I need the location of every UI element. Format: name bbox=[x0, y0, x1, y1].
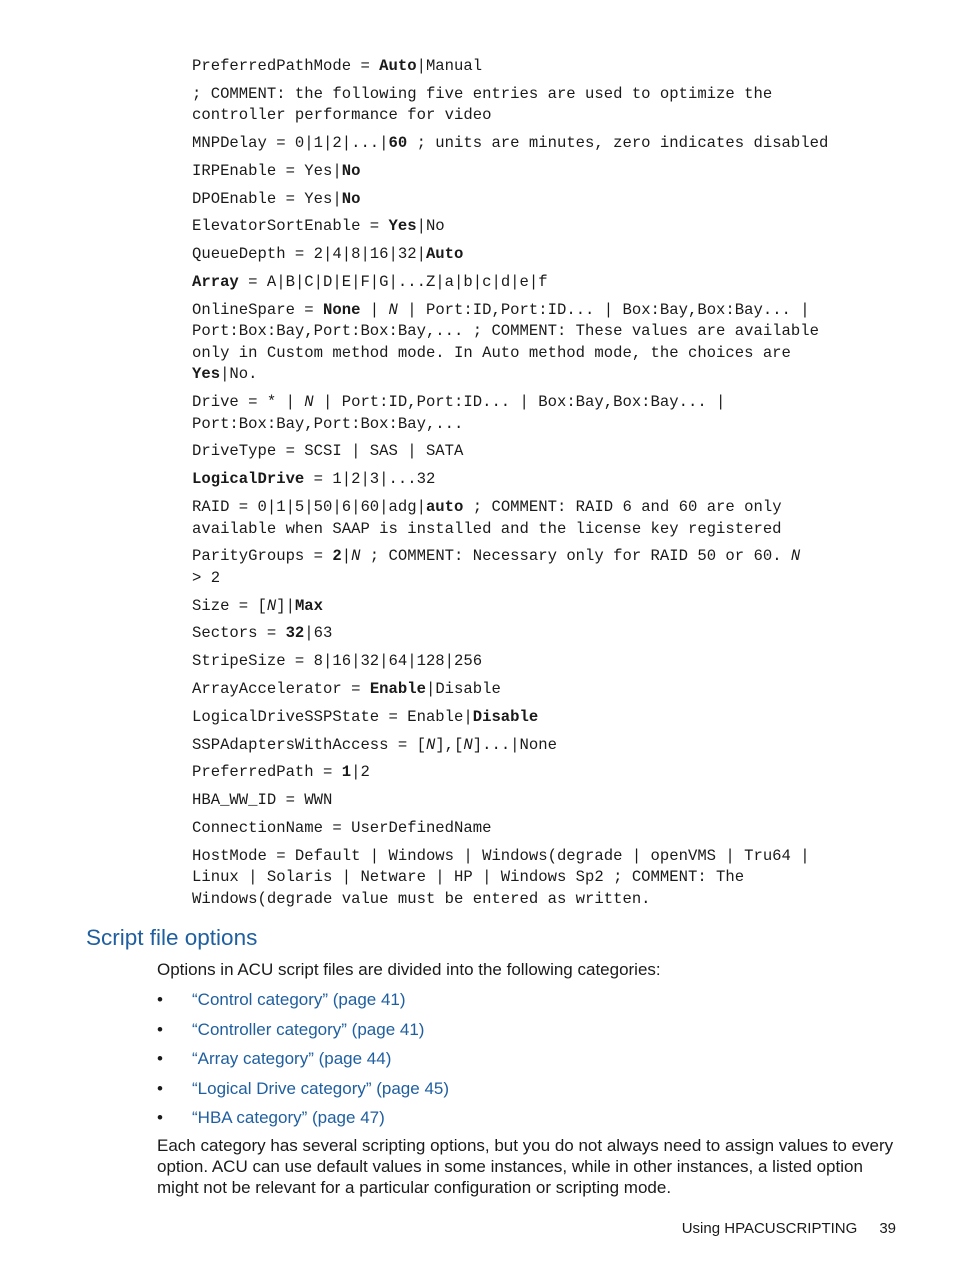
code-segment: | Port:ID,Port:ID... | Box:Bay,Box:Bay... | Port:Box:Bay,Port:Box:Bay,... bbox=[192, 393, 726, 433]
code-segment: N bbox=[388, 300, 398, 319]
code-segment: |Manual bbox=[416, 57, 483, 75]
code-segment: Yes bbox=[388, 217, 417, 236]
list-item bbox=[157, 1103, 449, 1133]
code-segment: ]...|None bbox=[472, 735, 557, 754]
code-line bbox=[192, 497, 907, 540]
intro-paragraph: Options in ACU script files are divided into the following categories: bbox=[157, 960, 661, 979]
link-logical-drive-category[interactable]: “Logical Drive category” (page 45) bbox=[192, 1078, 450, 1098]
code-line bbox=[192, 272, 907, 294]
link-control-category[interactable]: “Control category” (page 41) bbox=[192, 990, 406, 1009]
code-segment: N bbox=[351, 547, 361, 566]
code-line bbox=[192, 392, 907, 435]
link-hba-category[interactable]: “HBA category” (page 47) bbox=[192, 1108, 385, 1128]
list-item bbox=[157, 1015, 449, 1045]
code-line bbox=[192, 707, 907, 729]
code-segment: ]| bbox=[276, 596, 295, 615]
code-segment: StripeSize = 8|16|32|64|128|256 bbox=[192, 652, 483, 671]
code-line bbox=[192, 596, 907, 618]
bullet-icon: • bbox=[157, 990, 163, 1009]
code-segment: PreferredPath = bbox=[192, 763, 342, 782]
code-segment: ParityGroups = bbox=[192, 547, 333, 566]
code-segment: LogicalDriveSSPState = Enable| bbox=[192, 707, 473, 726]
code-line bbox=[192, 441, 907, 463]
page-number: 39 bbox=[879, 1220, 896, 1237]
code-line bbox=[192, 300, 907, 386]
code-segment: N bbox=[463, 735, 473, 754]
code-segment: |No bbox=[416, 217, 445, 236]
code-segment: ArrayAccelerator = bbox=[192, 680, 370, 699]
code-segment: No bbox=[341, 189, 361, 208]
code-listing bbox=[192, 56, 907, 917]
code-segment: Array bbox=[192, 273, 239, 292]
link-controller-category[interactable]: “Controller category” (page 41) bbox=[192, 1019, 425, 1039]
code-segment: PreferredPathMode = bbox=[192, 57, 380, 75]
code-segment: Yes bbox=[192, 365, 221, 384]
bullet-icon: • bbox=[157, 1049, 163, 1069]
code-segment: | Port:ID,Port:ID... | Box:Bay,Box:Bay... | Port:Box:Bay,Port:Box:Bay,... ; COMMENT: These values are available only in Custom method mode. In Auto method mode, the choices are bbox=[192, 300, 819, 362]
code-segment: No bbox=[341, 161, 361, 180]
category-link-list bbox=[157, 985, 449, 1133]
code-line bbox=[192, 189, 907, 211]
code-line bbox=[192, 546, 907, 589]
code-segment: |No. bbox=[220, 365, 258, 384]
code-line bbox=[192, 735, 907, 757]
page-footer bbox=[682, 1220, 896, 1237]
code-segment: Size = [ bbox=[192, 596, 267, 615]
code-segment: MNPDelay = 0|1|2|...| bbox=[192, 134, 389, 153]
code-line bbox=[192, 790, 907, 812]
code-line bbox=[192, 244, 907, 266]
code-line bbox=[192, 161, 907, 183]
code-segment: Drive = * | bbox=[192, 393, 305, 412]
code-segment: HBA_WW_ID = WWN bbox=[192, 791, 333, 810]
code-segment: 1 bbox=[341, 763, 352, 782]
code-segment: = A|B|C|D|E|F|G|...Z|a|b|c|d|e|f bbox=[238, 273, 548, 292]
code-line bbox=[192, 56, 907, 78]
bullet-icon: • bbox=[157, 1078, 163, 1098]
bullet-icon: • bbox=[157, 1019, 163, 1039]
code-segment: None bbox=[323, 300, 361, 319]
code-segment: N bbox=[790, 547, 801, 566]
code-segment: 60 bbox=[388, 134, 408, 153]
code-line bbox=[192, 133, 907, 155]
code-line bbox=[192, 623, 907, 645]
code-segment: > 2 bbox=[192, 568, 221, 587]
code-segment: RAID = 0|1|5|50|6|60|adg| bbox=[192, 498, 426, 517]
code-segment: ; COMMENT: RAID 6 and 60 are only available when SAAP is installed and the license key registered bbox=[192, 498, 782, 538]
code-segment: |63 bbox=[304, 624, 333, 643]
code-line bbox=[192, 679, 907, 701]
code-line bbox=[192, 818, 907, 840]
code-segment: Max bbox=[294, 596, 324, 615]
code-segment: ConnectionName = UserDefinedName bbox=[192, 819, 492, 838]
list-item bbox=[157, 1044, 449, 1074]
code-line bbox=[192, 651, 907, 673]
code-segment: |Disable bbox=[425, 680, 501, 699]
code-segment: 32 bbox=[285, 624, 305, 643]
code-segment: |2 bbox=[351, 763, 370, 782]
code-segment: ElevatorSortEnable = bbox=[192, 217, 389, 236]
code-segment: LogicalDrive bbox=[192, 470, 305, 489]
code-segment: ],[ bbox=[435, 735, 464, 754]
code-segment: OnlineSpare = bbox=[192, 300, 324, 319]
code-segment: N bbox=[266, 596, 277, 615]
code-segment: HostMode = Default | Windows | Windows(degrade | openVMS | Tru64 | Linux | Solaris | Netware | HP | Windows Sp2 ; COMMENT: The Windows(degrade value must be entered as written. bbox=[192, 846, 810, 908]
list-item bbox=[157, 985, 449, 1015]
code-segment: auto bbox=[425, 498, 464, 517]
code-segment: SSPAdaptersWithAccess = [ bbox=[192, 735, 426, 754]
code-segment: Enable bbox=[369, 680, 426, 699]
code-segment: Disable bbox=[472, 707, 539, 726]
code-segment: N bbox=[425, 735, 436, 754]
code-segment: ; COMMENT: the following five entries are used to optimize the controller performance for video bbox=[192, 84, 773, 125]
bullet-icon: • bbox=[157, 1108, 163, 1128]
code-segment: QueueDepth = 2|4|8|16|32| bbox=[192, 245, 426, 264]
code-segment: 2 bbox=[332, 547, 342, 566]
code-segment: ; COMMENT: Necessary only for RAID 50 or 60. bbox=[360, 547, 791, 566]
code-segment: | bbox=[341, 547, 352, 566]
code-segment: ; units are minutes, zero indicates disabled bbox=[407, 134, 829, 153]
code-line bbox=[192, 762, 907, 784]
code-line bbox=[192, 846, 907, 911]
code-segment: DPOEnable = Yes| bbox=[192, 189, 342, 208]
list-item bbox=[157, 1074, 449, 1104]
code-segment: = 1|2|3|...32 bbox=[304, 470, 436, 489]
code-line bbox=[192, 84, 907, 127]
code-segment: Auto bbox=[379, 57, 417, 75]
code-segment: IRPEnable = Yes| bbox=[192, 161, 342, 180]
code-line bbox=[192, 216, 907, 238]
code-line bbox=[192, 469, 907, 491]
code-segment: DriveType = SCSI | SAS | SATA bbox=[192, 442, 464, 461]
code-segment: Auto bbox=[425, 245, 464, 264]
section-heading: Script file options bbox=[86, 925, 258, 950]
code-segment: N bbox=[304, 393, 314, 412]
code-segment: Sectors = bbox=[192, 624, 286, 643]
code-segment: | bbox=[360, 300, 389, 319]
footer-label: Using HPACUSCRIPTING bbox=[681, 1220, 858, 1237]
outro-paragraph: Each category has several scripting options, but you do not always need to assign values to every option. ACU can use default values in some instances, while in other instances, a listed option might not be relevant for a particular configuration or scripting mode. bbox=[157, 1136, 894, 1198]
link-array-category[interactable]: “Array category” (page 44) bbox=[192, 1049, 392, 1069]
